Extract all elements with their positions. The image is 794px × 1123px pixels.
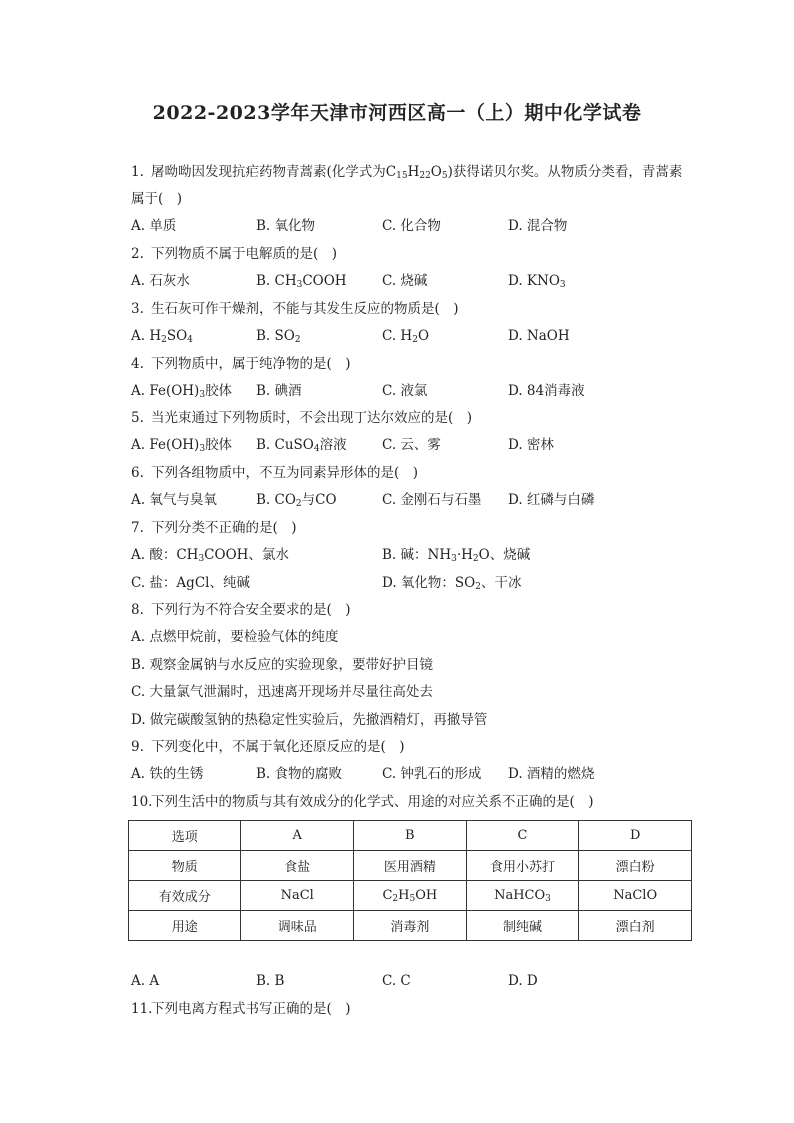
question-1-line-2: 属于( ) [131, 191, 183, 207]
question-6 [131, 464, 418, 482]
question-text: 下列行为不符合安全要求的是( ) [151, 602, 351, 618]
q7-option-c: C. 盐：AgCl、纯碱 [131, 575, 250, 591]
question-8 [131, 601, 351, 619]
q6-option-a: A. 氧气与臭氧 [131, 492, 217, 508]
question-5 [131, 409, 472, 427]
table-row-use [129, 911, 692, 941]
table-cell: NaClO [579, 881, 692, 911]
q4-option-c: C. 液氯 [382, 383, 428, 399]
table-cell: 食盐 [241, 851, 354, 881]
q2-option-b: B. $CH_3COOH$ [256, 273, 347, 290]
question-number: 5. [131, 410, 144, 426]
q4-option-d: D. 84消毒液 [508, 383, 585, 399]
question-text: 下列生活中的物质与其有效成分的化学式、用途的对应关系不正确的是( ) [151, 794, 594, 810]
question-text: )获得诺贝尔奖。从物质分类看，青蒿素 [447, 164, 683, 180]
table-cell: 医用酒精 [353, 851, 466, 881]
question-3 [131, 300, 459, 318]
subscript: 15 [396, 171, 408, 181]
question-number: 8. [131, 602, 144, 618]
table-cell: 食用小苏打 [466, 851, 579, 881]
question-text: 下列变化中，不属于氧化还原反应的是( ) [151, 739, 405, 755]
q5-option-b: B. CuSO$_4$溶液 [256, 437, 347, 454]
q2-option-a: A. 石灰水 [131, 273, 190, 289]
q8-option-d: D. 做完碳酸氢钠的热稳定性实验后，先撤酒精灯，再撤导管 [131, 712, 488, 728]
q5-option-a: A. $Fe(OH)_3$胶体 [131, 437, 233, 454]
question-text: 下列物质中，属于纯净物的是( ) [151, 356, 351, 372]
q7-option-a: A. 酸：$CH_3COOH$、氯水 [131, 547, 289, 564]
table-cell: 物质 [129, 851, 241, 881]
q7-option-b: B. 碱：$NH_3\cdot H_2O$、烧碱 [382, 547, 531, 564]
table-cell: B [353, 821, 466, 851]
question-4 [131, 355, 351, 373]
question-text: 下列物质不属于电解质的是( ) [151, 246, 338, 262]
question-text: 生石灰可作干燥剂，不能与其发生反应的物质是( ) [151, 301, 459, 317]
q4-option-b: B. 碘酒 [256, 383, 302, 399]
q1-option-b: B. 氧化物 [256, 218, 316, 234]
q4-option-a: A. $Fe(OH)_3$胶体 [131, 383, 233, 400]
q3-option-c: C. $H_2O$ [382, 328, 430, 345]
table-cell: A [241, 821, 354, 851]
table-cell: NaCl [241, 881, 354, 911]
q9-option-c: C. 钟乳石的形成 [382, 766, 482, 782]
q5-option-d: D. 密林 [508, 437, 554, 453]
question-number: 11. [131, 1001, 153, 1017]
question-text: 下列分类不正确的是( ) [151, 520, 297, 536]
question-10 [131, 793, 594, 811]
q1-option-c: C. 化合物 [382, 218, 441, 234]
q7-option-d: D. 氧化物：$SO_2$、干冰 [382, 575, 522, 592]
question-7 [131, 519, 297, 537]
q2-option-d: D. $KNO_3$ [508, 273, 566, 290]
question-11 [131, 1000, 351, 1018]
table-cell: D [579, 821, 692, 851]
table-cell: 制纯碱 [466, 911, 579, 941]
question-text: 下列各组物质中，不互为同素异形体的是( ) [151, 465, 419, 481]
q1-option-d: D. 混合物 [508, 218, 568, 234]
question-9 [131, 738, 405, 756]
table-cell: 漂白粉 [579, 851, 692, 881]
subscript: 22 [419, 171, 431, 181]
q3-option-d: D. NaOH [508, 328, 570, 344]
subscript: 5 [441, 171, 448, 181]
q9-option-d: D. 酒精的燃烧 [508, 766, 595, 782]
question-text: 屠呦呦因发现抗疟药物青蒿素(化学式为C [151, 164, 397, 180]
table-cell: C [466, 821, 579, 851]
question-number: 1. [131, 164, 144, 180]
question-number: 2. [131, 246, 144, 262]
table-cell: $C_2H_5OH$ [353, 881, 466, 911]
q8-option-a: A. 点燃甲烷前，要检验气体的纯度 [131, 629, 339, 645]
question-2 [131, 245, 337, 263]
question-number: 6. [131, 465, 144, 481]
table-cell: 漂白剂 [579, 911, 692, 941]
question-number: 7. [131, 520, 144, 536]
question-number: 10. [131, 794, 153, 810]
question-text: H [407, 164, 420, 180]
question-text: 下列电离方程式书写正确的是( ) [151, 1001, 351, 1017]
table-row-substance [129, 851, 692, 881]
question-1 [131, 163, 682, 185]
q3-option-b: B. $SO_2$ [256, 328, 301, 345]
table-cell: 用途 [129, 911, 241, 941]
q1-option-a: A. 单质 [131, 218, 177, 234]
table-row-component [129, 881, 692, 911]
q9-option-a: A. 铁的生锈 [131, 766, 204, 782]
table-cell: 调味品 [241, 911, 354, 941]
q10-option-c: C. C [382, 973, 411, 989]
table-cell: 选项 [129, 821, 241, 851]
q9-option-b: B. 食物的腐败 [256, 766, 343, 782]
question-number: 3. [131, 301, 144, 317]
question-text: 当光束通过下列物质时，不会出现丁达尔效应的是( ) [151, 410, 473, 426]
q5-option-c: C. 云、雾 [382, 437, 441, 453]
q10-option-d: D. D [508, 973, 538, 989]
table-cell: NaHCO$_3$ [466, 881, 579, 911]
q10-option-a: A. A [131, 973, 160, 989]
q3-option-a: A. $H_2SO_4$ [131, 328, 193, 345]
table-row-header [129, 821, 692, 851]
q2-option-c: C. 烧碱 [382, 273, 428, 289]
q10-table [128, 820, 692, 941]
page-title: 2022-2023学年天津市河西区高一（上）期中化学试卷 [152, 102, 642, 124]
q8-option-b: B. 观察金属钠与水反应的实验现象，要带好护目镜 [131, 657, 434, 673]
question-number: 9. [131, 739, 144, 755]
question-text: O [430, 164, 442, 180]
q6-option-b: B. $CO_2$与CO [256, 492, 337, 509]
table-cell: 有效成分 [129, 881, 241, 911]
question-number: 4. [131, 356, 144, 372]
q8-option-c: C. 大量氯气泄漏时，迅速离开现场并尽量往高处去 [131, 684, 433, 700]
q6-option-c: C. 金刚石与石墨 [382, 492, 482, 508]
q10-option-b: B. B [256, 973, 285, 989]
table-cell: 消毒剂 [353, 911, 466, 941]
q6-option-d: D. 红磷与白磷 [508, 492, 595, 508]
